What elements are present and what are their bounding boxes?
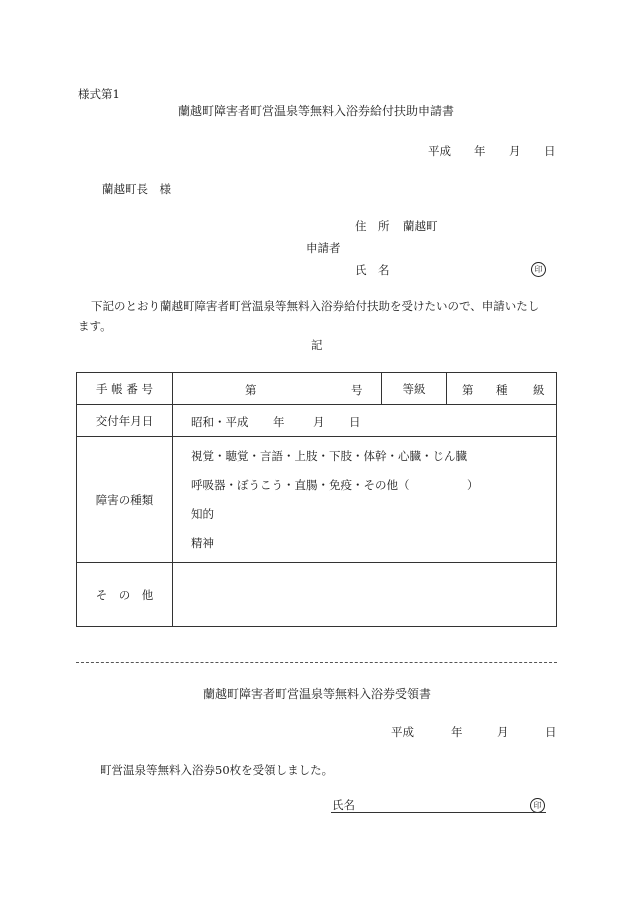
address-value: 蘭越町 [403,219,438,233]
go-label: 号 [351,383,363,397]
grade-cell[interactable] [447,373,557,405]
addressee: 蘭越町長 様 [102,182,171,196]
application-table [76,372,557,627]
seal-icon: 印 [531,262,546,277]
notebook-number-label: 手 帳 番 号 [77,373,173,405]
disability-type-label: 障害の種類 [77,437,173,563]
row-other [77,563,557,627]
grade-label: 等級 [382,373,447,405]
disability-option-line1: 視覚・聴覚・言語・上肢・下肢・体幹・心臓・じん臓 [191,448,467,463]
ki-label: 記 [311,338,323,352]
issue-era: 昭和・平成 [191,415,249,429]
other-label: そ の 他 [77,563,173,627]
notebook-number-cell[interactable] [173,373,382,405]
address-label: 住 所 [355,219,390,233]
grade-kyu: 級 [533,383,545,397]
row-notebook-number [77,373,557,405]
issue-day: 日 [349,415,361,429]
page-title: 蘭越町障害者町営温泉等無料入浴券給付扶助申請書 [178,104,455,118]
receipt-text: 町営温泉等無料入浴券50枚を受領しました。 [100,763,334,777]
other-cell[interactable] [173,563,557,627]
date-month: 月 [509,144,521,158]
disability-type-options[interactable] [173,437,557,563]
issue-date-label: 交付年月日 [77,405,173,437]
body-text-line1: 下記のとおり蘭越町障害者町営温泉等無料入浴券給付扶助を受けたいので、申請いたし [91,299,540,313]
receipt-date-month: 月 [497,725,509,739]
seal-mark [531,261,546,277]
grade-shu: 種 [496,383,508,397]
date-year: 年 [474,144,486,158]
issue-month: 月 [313,415,325,429]
receipt-name-label: 氏名 [332,798,355,812]
receipt-date-year: 年 [451,725,463,739]
issue-year: 年 [273,415,285,429]
row-disability-type [77,437,557,563]
grade-dai: 第 [462,383,474,397]
issue-date-cell[interactable] [173,405,557,437]
disability-option-intellectual: 知的 [191,506,214,521]
receipt-name-underline [331,812,546,813]
date-day: 日 [544,144,556,158]
disability-option-line2: 呼吸器・ぼうこう・直腸・免疫・その他（ ） [191,477,479,492]
receipt-date-era: 平成 [391,725,414,739]
receipt-date-day: 日 [545,725,557,739]
row-issue-date [77,405,557,437]
date-era: 平成 [428,144,451,158]
applicant-role: 申請者 [306,241,341,255]
name-label: 氏 名 [355,263,390,277]
cut-line [76,662,557,663]
receipt-title: 蘭越町障害者町営温泉等無料入浴券受領書 [203,687,432,701]
form-label: 様式第1 [78,87,120,101]
dai-label: 第 [245,383,257,397]
receipt-seal-mark [530,797,545,813]
disability-option-mental: 精神 [191,535,214,550]
receipt-seal-icon: 印 [530,798,545,813]
body-text-line2: ます。 [78,319,112,333]
